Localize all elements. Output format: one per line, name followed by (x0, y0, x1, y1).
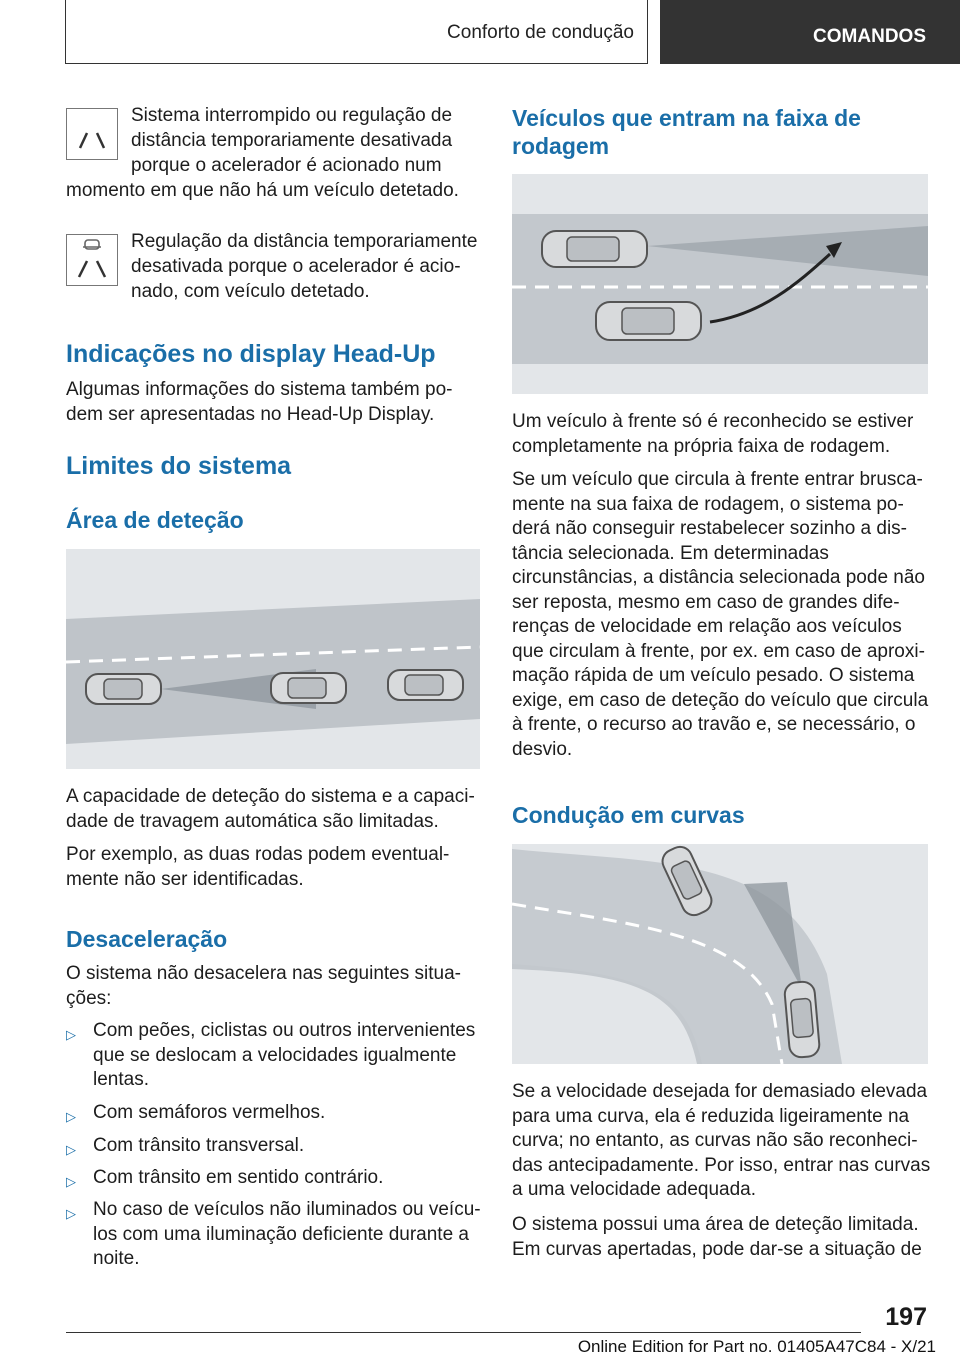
chapter-title: COMANDOS (660, 0, 960, 64)
bullet-item: ▷ Com trânsito em sentido contrário. (66, 1166, 481, 1191)
own-car-icon (542, 231, 647, 267)
heading-detection-area: Área de deteção (66, 507, 244, 533)
bullet-item: ▷ Com semáforos vermelhos. (66, 1101, 481, 1126)
icon2-line1: Regulação da distância temporariamente (131, 231, 478, 252)
area-p1-line1: A capacidade de deteção do sistema e a capaci- (66, 786, 475, 807)
area-p1-line2: dade de travagem automática são limitadas. (66, 811, 439, 832)
bullet-item: ▷ Com trânsito transversal. (66, 1134, 481, 1159)
triangle-bullet-icon: ▷ (66, 1142, 76, 1157)
area-p2-line1: Por exemplo, as duas rodas podem eventual- (66, 844, 450, 865)
icon1-line1: Sistema interrompido ou regulação de (131, 105, 453, 126)
own-car-icon (86, 674, 161, 704)
icon2-line2: desativada porque o acelerador é acio- (131, 256, 461, 277)
right-p3: Se a velocidade desejada for demasiado elevada para uma curva, ela é reduzida ligeiramente na curva; no entanto, as curvas não são reconheci- das antecipadamente. Por isso, entrar nas curvas a uma velocidade adequada. (512, 1081, 931, 1200)
detection-area-figure (66, 549, 480, 769)
footer-divider (66, 1332, 861, 1333)
heading-entering-vehicles: Veículos que entram na faixa de rodagem (512, 105, 861, 159)
bullet-item: ▷ Com peões, ciclistas ou outros intervenientes que se deslocam a velocidades igualmente lentas. (66, 1020, 476, 1090)
own-car-icon (784, 981, 820, 1058)
decel-line1: O sistema não desacelera nas seguintes situa- (66, 963, 461, 984)
heading-curves: Condução em curvas (512, 802, 745, 828)
triangle-bullet-icon: ▷ (66, 1027, 76, 1042)
acc-interrupted-icon (66, 108, 118, 160)
heading-system-limits: Limites do sistema (66, 452, 292, 480)
headup-line2: dem ser apresentadas no Head-Up Display. (66, 404, 435, 425)
triangle-bullet-icon: ▷ (66, 1109, 76, 1124)
edition-note: Online Edition for Part no. 01405A47C84 - X/21 (577, 1337, 936, 1356)
heading-deceleration: Desaceleração (66, 926, 228, 952)
icon2-line3: nado, com veículo detetado. (131, 281, 370, 302)
right-p2: Se um veículo que circula à frente entrar brusca- mente na sua faixa de rodagem, o sistema po- derá não conseguir restabelecer sozinho a dis- tância selecionada. Em determinadas circunstâncias, a distância selecionada pode não ser reposta, mesmo em caso de grandes dife- renças de velocidade em relação aos veículos que circulam à frente, por ex. em caso de aproxi- mação rápida de um veículo pesado. O sistema exige, em caso de deteção do veículo que circula à frente, o recurso ao travão e, se necessário, o desvio. (512, 469, 929, 760)
triangle-bullet-icon: ▷ (66, 1206, 76, 1221)
decel-line2: ções: (66, 988, 112, 1009)
heading-head-up: Indicações no display Head-Up (66, 340, 436, 368)
right-p4: O sistema possui uma área de deteção limitada. Em curvas apertadas, pode dar-se a situação de (512, 1214, 922, 1260)
page-number: 197 (885, 1303, 927, 1331)
middle-car-icon (271, 673, 346, 703)
bullet-item: ▷ No caso de veículos não iluminados ou veícu- los com uma iluminação deficiente durante a noite. (66, 1199, 481, 1269)
vehicle-detected-icon (66, 234, 118, 286)
area-p2-line2: mente não ser identificadas. (66, 869, 304, 890)
cutting-in-car-icon (596, 302, 701, 340)
headup-line1: Algumas informações do sistema também po- (66, 379, 453, 400)
icon1-line2: distância temporariamente desativada (131, 130, 453, 151)
right-p1: Um veículo à frente só é reconhecido se estiver completamente na própria faixa de rodagem. (512, 411, 914, 457)
triangle-bullet-icon: ▷ (66, 1174, 76, 1189)
section-title: Conforto de condução (447, 22, 634, 43)
icon1-line4: momento em que não há um veículo detetado. (66, 180, 459, 201)
icon1-line3: porque o acelerador é acionado num (131, 155, 442, 176)
front-car-icon (388, 670, 463, 700)
entering-vehicles-figure (512, 174, 928, 394)
curves-figure (512, 844, 928, 1064)
